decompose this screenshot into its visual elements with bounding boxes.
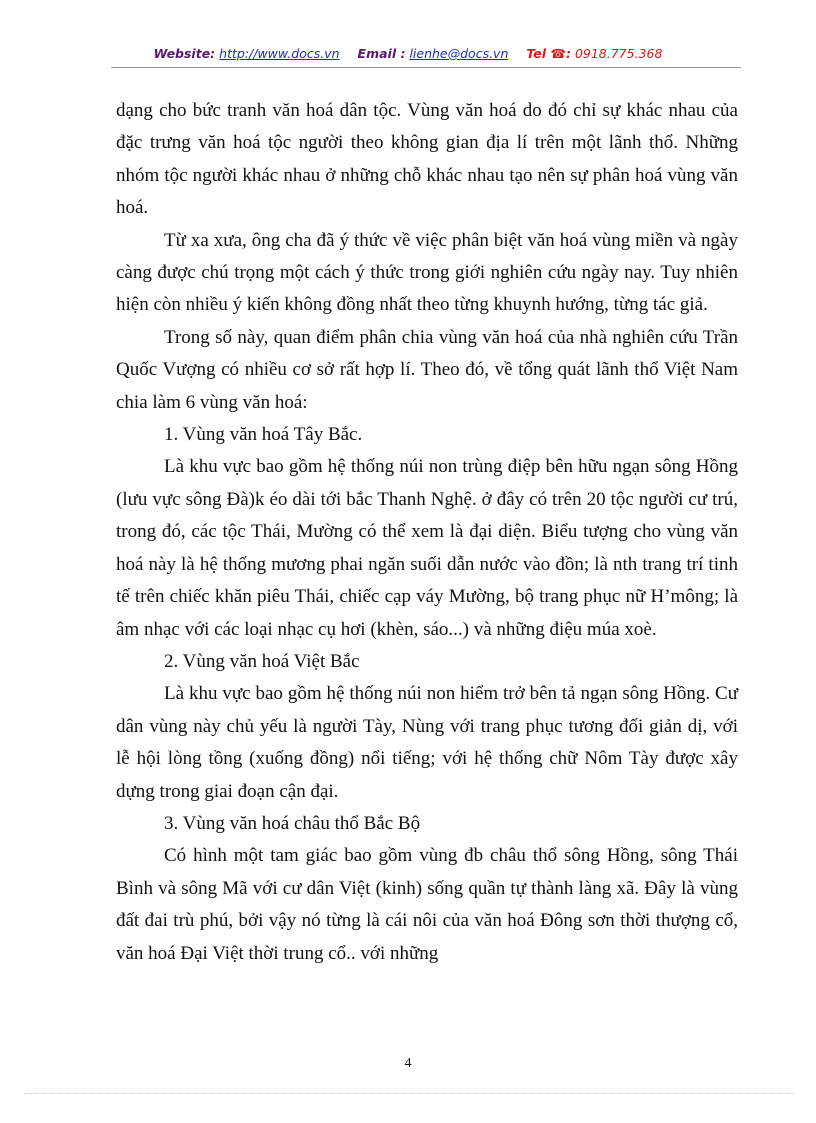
section-heading-bac-bo: 3. Vùng văn hoá châu thổ Bắc Bộ	[164, 812, 421, 834]
paragraph-viet-bac: Là khu vực bao gồm hệ thống núi non hiểm trở bên tả ngạn sông Hồng. Cư dân vùng này chủ yếu là người Tày, Nùng với trang phục tương đối giản dị, với lễ hội lòng tồng (xuống đồng) nổi tiếng; với hệ thống chữ Nôm Tày được xây dựng trong giai đoạn cận đại.	[116, 683, 738, 802]
document-body	[116, 95, 738, 970]
page-number: 4	[404, 1056, 412, 1071]
website-label: Website:	[153, 46, 216, 61]
footer-divider	[24, 1093, 794, 1094]
paragraph-history: Từ xa xưa, ông cha đã ý thức về việc phân biệt văn hoá vùng miền và ngày càng được chú trọng một cách ý thức trong giới nghiên cứu ngày nay. Tuy nhiên hiện còn nhiều ý kiến không đồng nhất theo từng khuynh hướng, từng tác giả.	[116, 229, 738, 316]
page-header	[0, 46, 816, 61]
section-heading-tay-bac: 1. Vùng văn hoá Tây Bắc.	[164, 424, 363, 446]
phone-number: 0918.775.368	[574, 46, 663, 61]
phone-label: Tel ☎:	[526, 46, 571, 61]
paragraph-bac-bo: Có hình một tam giác bao gồm vùng đb châu thổ sông Hồng, sông Thái Bình và sông Mã với cư dân Việt (kinh) sống quần tự thành làng xã. Đây là vùng đất đai trù phú, bởi vậy nó từng là cái nôi của văn hoá Đông sơn thời thượng cổ, văn hoá Đại Việt thời trung cổ.. với những	[116, 845, 738, 964]
paragraph-classification: Trong số này, quan điểm phân chia vùng văn hoá của nhà nghiên cứu Trần Quốc Vượng có nhiều cơ sở rất hợp lí. Theo đó, về tổng quát lãnh thổ Việt Nam chia làm 6 vùng văn hoá:	[116, 326, 738, 413]
paragraph-continuation: dạng cho bức tranh văn hoá dân tộc. Vùng văn hoá do đó chỉ sự khác nhau của đặc trưng văn hoá tộc người theo không gian địa lí trên một lãnh thổ. Những nhóm tộc người khác nhau ở những chỗ khác nhau tạo nên sự phân hoá vùng văn hoá.	[116, 100, 738, 219]
email-label: Email :	[357, 46, 406, 61]
section-heading-viet-bac: 2. Vùng văn hoá Việt Bắc	[164, 650, 360, 672]
header-divider	[111, 67, 741, 68]
paragraph-tay-bac: Là khu vực bao gồm hệ thống núi non trùng điệp bên hữu ngạn sông Hồng (lưu vực sông Đà)k éo dài tới bắc Thanh Nghệ. ở đây có trên 20 tộc người cư trú, trong đó, các tộc Thái, Mường có thể xem là đại diện. Biểu tượng cho vùng văn hoá này là hệ thống mương phai ngăn suối dẫn nước vào đồn; là nth trang trí tinh tế trên chiếc khăn piêu Thái, chiếc cạp váy Mường, bộ trang phục nữ H’mông; là âm nhạc với các loại nhạc cụ hơi (khèn, sáo...) và những điệu múa xoè.	[116, 456, 738, 640]
website-link[interactable]: http://www.docs.vn	[219, 46, 340, 61]
email-link[interactable]: lienhe@docs.vn	[409, 46, 509, 61]
